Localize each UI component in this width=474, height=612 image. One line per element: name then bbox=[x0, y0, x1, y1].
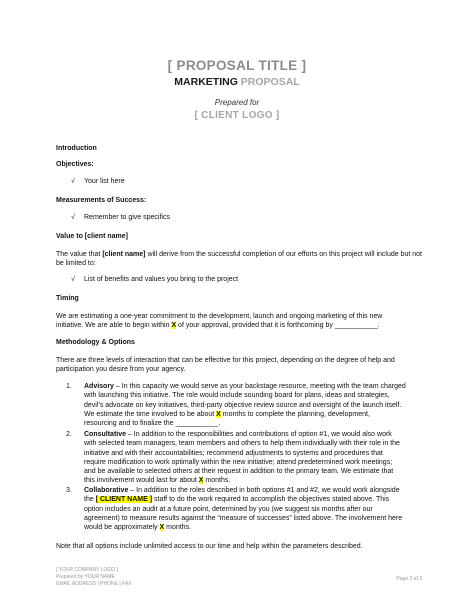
option-line: devil’s advocate on key initiatives, third-party objective review source and oversight of the launch itself. bbox=[84, 401, 402, 409]
subtitle-marketing: MARKETING bbox=[174, 76, 238, 88]
check-icon: √ bbox=[71, 276, 75, 283]
objectives-heading: Objectives: bbox=[56, 161, 94, 168]
option-name: Advisory bbox=[84, 383, 114, 390]
client-logo-placeholder: [ CLIENT LOGO ] bbox=[194, 110, 280, 121]
methodology-heading: Methodology & Options bbox=[56, 339, 135, 346]
prepared-for-label: Prepared for bbox=[214, 98, 260, 107]
measurements-item: Remember to give specifics bbox=[84, 214, 170, 221]
value-paragraph bbox=[56, 250, 422, 269]
footer-contact: EMAIL ADDRESS | PHONE | FAX bbox=[56, 581, 132, 587]
subtitle-proposal: PROPOSAL bbox=[237, 76, 300, 88]
option-line: initiative and with their accountabilities; recommend adjustments to systems and procedures that bbox=[84, 449, 383, 457]
methodology-intro: There are three levels of interaction that can be effective for this project, depending on the degree of help and participation you desire from your agency. bbox=[56, 357, 395, 374]
option-line: – In this capacity we would serve as your backstage resource, meeting with the team charged bbox=[113, 383, 406, 390]
value-item: List of benefits and values you bring to the project bbox=[84, 276, 239, 283]
option-line: and be available to selected others at their request in addition to the primary team. We estimate that bbox=[84, 468, 394, 476]
check-icon: √ bbox=[71, 178, 75, 185]
timing-line-2 bbox=[56, 321, 422, 330]
value-text-post: will derive from the successful completion of our efforts on this project will include but not be limited to: bbox=[56, 251, 422, 268]
introduction-heading: Introduction bbox=[56, 145, 97, 152]
option-consultative bbox=[66, 430, 416, 486]
footer-company-logo: [ YOUR COMPANY LOGO ] bbox=[56, 567, 118, 573]
x-highlight: X bbox=[159, 524, 165, 532]
value-text-pre: The value that bbox=[56, 251, 103, 258]
proposal-title: [ PROPOSAL TITLE ] bbox=[167, 58, 307, 73]
option-line: resourcing and to finalize the ___________. bbox=[84, 420, 221, 428]
client-name-highlight: [ CLIENT NAME ] bbox=[95, 496, 153, 504]
option-name: Consultative bbox=[84, 431, 127, 438]
option-line: require modification to work optimally within the new initiative; attend predetermined work meetings; bbox=[84, 458, 393, 466]
option-number: 3. bbox=[66, 487, 72, 494]
option-line: with selected team managers, team members and others to help them individually with their role in the bbox=[84, 440, 400, 448]
timing-line-1: We are estimating a one-year commitment to the development, launch and ongoing marketing of this new bbox=[56, 313, 383, 320]
proposal-subtitle bbox=[0, 76, 474, 88]
footer-prepared-by: Prepared by YOUR NAME bbox=[56, 574, 115, 580]
footer bbox=[56, 567, 132, 588]
option-line: this involvement would last for about bbox=[84, 477, 199, 485]
option-line: months. bbox=[164, 524, 192, 532]
option-number: 2. bbox=[66, 431, 72, 438]
option-number: 1. bbox=[66, 383, 72, 390]
option-line: the bbox=[84, 496, 96, 504]
value-heading: Value to [client name] bbox=[56, 233, 128, 240]
closing-note: Note that all options include unlimited access to our time and help within the parameters described. bbox=[56, 543, 363, 550]
option-line: would be approximately bbox=[84, 524, 160, 532]
option-line: months to complete the planning, development, bbox=[220, 410, 370, 418]
option-line: – In addition to the roles described in both options #1 and #2, we would work alongside bbox=[128, 487, 400, 494]
option-advisory bbox=[66, 382, 416, 428]
option-line: option includes an audit at a future point, determined by you (we suggest six months after our bbox=[84, 505, 373, 513]
timing-text-post: of your approval, provided that it is forthcoming by ___________. bbox=[176, 322, 380, 329]
option-collaborative bbox=[66, 486, 416, 532]
option-line: months. bbox=[203, 477, 231, 485]
value-client-name: [client name] bbox=[102, 251, 146, 258]
option-line: with launching this initiative. The role would include sounding board for plans, ideas and strategies, bbox=[84, 392, 390, 400]
x-highlight: X bbox=[216, 410, 221, 418]
measurements-heading: Measurements of Success: bbox=[56, 197, 147, 204]
option-line: We estimate the time involved to be about bbox=[84, 410, 217, 418]
option-name: Collaborative bbox=[84, 487, 129, 494]
option-line: – In addition to the responsibilities and contributions of option #1, we would also work bbox=[126, 431, 392, 438]
timing-x-highlight: X bbox=[171, 322, 177, 329]
x-highlight: X bbox=[198, 477, 204, 485]
page-number: Page 2 of 3 bbox=[396, 576, 422, 582]
timing-text-pre: initiative. We are able to begin within bbox=[56, 322, 172, 329]
check-icon: √ bbox=[71, 214, 75, 221]
option-line: staff to do the work required to accomplish the objectives stated above. This bbox=[152, 496, 390, 504]
objectives-item: Your list here bbox=[84, 178, 125, 185]
timing-heading: Timing bbox=[56, 295, 79, 302]
option-line: agreement) to measure results against the “measure of successes” listed above. The involvement here bbox=[84, 514, 403, 522]
